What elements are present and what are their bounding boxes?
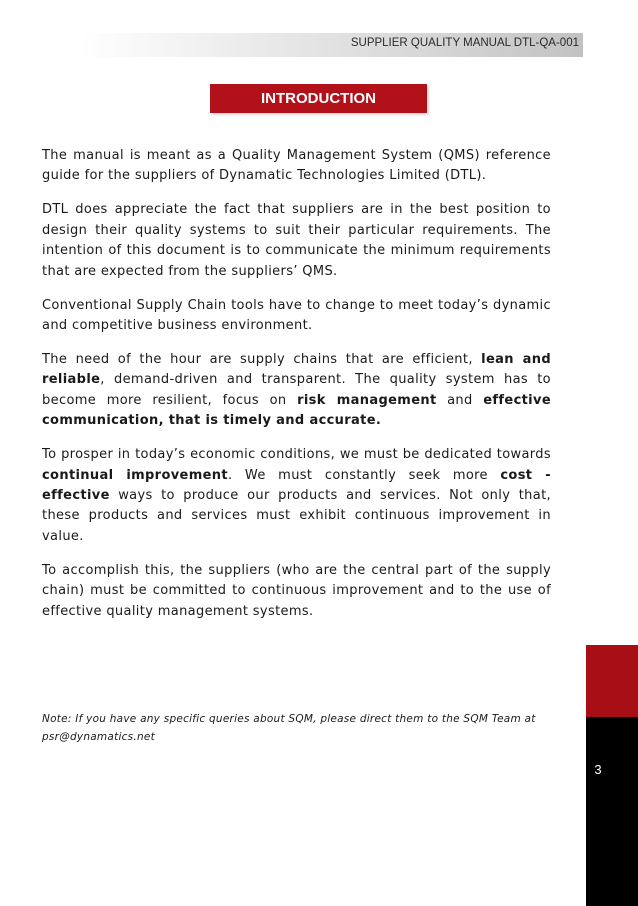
paragraph-3: Conventional Supply Chain tools have to change to meet today’s dynamic and competitive business environment. xyxy=(42,297,551,334)
text-run: The need of the hour are supply chains that are efficient, xyxy=(42,352,482,368)
paragraph-1: The manual is meant as a Quality Management System (QMS) reference guide for the suppliers of Dynamatic Technologies Limited (DTL). xyxy=(42,148,551,184)
footnote: Note: If you have any specific queries about SQM, please direct them to the SQM Team at psr@dynamatics.net xyxy=(42,713,536,743)
page-number: 3 xyxy=(594,762,602,777)
side-tab-accent xyxy=(586,645,638,717)
paragraph-6: To accomplish this, the suppliers (who are the central part of the supply chain) must be committed to continuous improvement and to the use of effective quality management systems. xyxy=(42,562,551,619)
text-run: To prosper in today’s economic conditions, we must be dedicated towards xyxy=(42,447,551,463)
emphasis: continual improvement xyxy=(42,467,228,483)
text-run: . We must constantly seek more xyxy=(227,467,501,483)
text-run: , demand-driven and transparent. The quality system has to become more resilient, focus on xyxy=(42,372,551,408)
emphasis: risk management xyxy=(297,392,437,408)
emphasis: cost -effective xyxy=(42,467,551,504)
text-run: and xyxy=(436,392,484,408)
body-text xyxy=(42,146,551,636)
running-header xyxy=(80,33,583,57)
manual-title: SUPPLIER QUALITY MANUAL DTL-QA-001 xyxy=(350,37,579,49)
paragraph-4 xyxy=(42,350,551,432)
paragraph-2: DTL does appreciate the fact that suppliers are in the best position to design their quality systems to suit their particular requirements. The intention of this document is to communicate the minimum requirements that are expected from the suppliers’ QMS. xyxy=(42,202,551,279)
emphasis: lean and reliable xyxy=(42,352,551,388)
text-run: ways to produce our products and services. Not only that, these products and services must exhibit continuous improvement in value. xyxy=(42,488,551,544)
emphasis: effective communication, that is timely and accurate. xyxy=(42,392,551,429)
side-tab xyxy=(586,717,638,906)
section-title: INTRODUCTION xyxy=(210,84,427,113)
paragraph-5 xyxy=(42,445,551,547)
